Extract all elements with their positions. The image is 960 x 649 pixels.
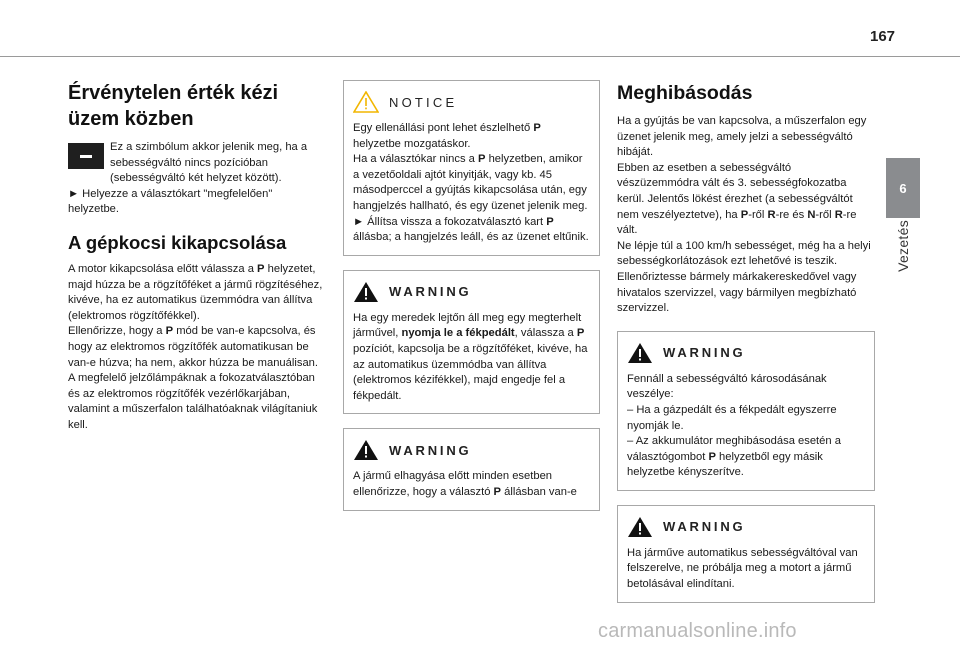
warning-damage-line-1: Fennáll a sebességváltó károsodásának veszélye:	[627, 372, 827, 401]
warning-triangle-icon	[627, 516, 653, 538]
notice-line-2: Ha a választókar nincs a P helyzetben, amikor a vezetőoldali ajtót kinyitják, vagy kb. 45 másodperccel a gyújtás kikapcsolása után, egy hangjelzés hallható, és egy üzenet jelenik meg.	[353, 153, 588, 212]
warning-damage-line-2: – Ha a gázpedált és a fékpedált egyszerre nyomják le.	[627, 403, 837, 432]
warning-title: WARNING	[663, 345, 746, 361]
page-number: 167	[870, 28, 896, 45]
malfunction-paragraph-2: Ebben az esetben a sebességváltó vészüzemmódra vált és 3. sebességfokozatba kerül. Jelentős lökést érezhet (a sebességváltót nem veszélyeztetve), ha P-ről R-re és N-ről R-re vált.	[617, 161, 857, 237]
chapter-number: 6	[899, 180, 907, 196]
column-middle	[343, 80, 600, 511]
warning-box-push-start	[617, 505, 875, 603]
chapter-label: Vezetés	[895, 220, 911, 272]
warning-box-damage	[617, 331, 875, 491]
header-divider	[0, 56, 960, 57]
notice-line-1: Egy ellenállási pont lehet észlelhető P helyzetbe mozgatáskor.	[353, 122, 541, 150]
malfunction-paragraph-4: Ellenőriztesse bármely márkakereskedővel vagy hivatalos szervizzel, vagy bármilyen megbízható szervizzel.	[617, 270, 857, 315]
switch-off-paragraph-2: Ellenőrizze, hogy a P mód be van-e kapcsolva, és hogy az elektromos rögzítőfék automatikusan be van-e húzva; ha nem, akkor húzza be manuálisan.	[68, 325, 318, 369]
column-left	[68, 80, 326, 434]
warning-triangle-icon	[353, 439, 379, 461]
warning-title: WARNING	[389, 284, 472, 300]
minus-symbol-icon	[68, 143, 104, 169]
column-right	[617, 80, 875, 603]
malfunction-paragraph-1: Ha a gyújtás be van kapcsolva, a műszerfalon egy üzenet jelenik meg, amely jelzi a sebességváltó hibáját.	[617, 115, 867, 159]
symbol-text: Ez a szimbólum akkor jelenik meg, ha a sebességváltó nincs pozícióban (sebességváltó két helyzet között).	[110, 141, 308, 185]
heading-switch-off: A gépkocsi kikapcsolása	[68, 231, 287, 253]
warning-leaving-text: A jármű elhagyása előtt minden esetben ellenőrizze, hogy a választó P állásban van-e	[353, 470, 577, 498]
switch-off-paragraph-3: A megfelelő jelzőlámpáknak a fokozatválasztóban és az elektromos rögzítőfék vezérlőkarjában, valamint a műszerfalon találhatóaknak világítaniuk kell.	[68, 372, 318, 431]
warning-triangle-icon	[353, 281, 379, 303]
notice-triangle-icon	[353, 91, 379, 113]
warning-triangle-icon	[627, 342, 653, 364]
notice-box	[343, 80, 600, 256]
warning-box-leaving	[343, 428, 600, 510]
heading-invalid-value: Érvénytelen érték kézi üzem közben	[68, 82, 279, 130]
step-text: ► Helyezze a választókart "megfelelően" helyzetbe.	[68, 187, 273, 216]
warning-damage-line-3: – Az akkumulátor meghibásodása esetén a választógombot P helyzetből egy másik helyzetbe kényszerítve.	[627, 435, 841, 479]
malfunction-paragraph-3: Ne lépje túl a 100 km/h sebességet, még ha a helyi sebességkorlátozások ezt lehetővé is teszik.	[617, 239, 871, 268]
notice-title: NOTICE	[389, 94, 458, 110]
switch-off-paragraph-1: A motor kikapcsolása előtt válassza a P helyzetet, majd húzza be a rögzítőféket a jármű rögzítéséhez, kivéve, ha ez automatikus üzemmódra van állítva (elektromos rögzítőfékkel).	[68, 262, 323, 322]
watermark: carmanualsonline.info	[598, 620, 797, 642]
notice-line-3: ► Állítsa vissza a fokozatválasztó kart P állásba; a hangjelzés leáll, és az üzenet eltűnik.	[353, 215, 589, 244]
warning-slope-text: Ha egy meredek lejtőn áll meg egy megterhelt járművel, nyomja le a fékpedált, válassza a P pozíciót, kapcsolja be a rögzítőféket, kivéve, ha az automatikus üzemmódba van állítva (elektromos kézifékkel), majd engedje fel a fékpedált.	[353, 311, 588, 402]
warning-push-start-text: Ha járműve automatikus sebességváltóval van felszerelve, ne próbálja meg a motort a jármű betolásával elindítani.	[627, 546, 858, 591]
chapter-tab	[886, 158, 920, 218]
warning-title: WARNING	[663, 519, 746, 535]
warning-box-slope	[343, 270, 600, 415]
heading-malfunction: Meghibásodás	[617, 82, 753, 104]
warning-title: WARNING	[389, 442, 472, 458]
symbol-paragraph	[68, 140, 326, 187]
